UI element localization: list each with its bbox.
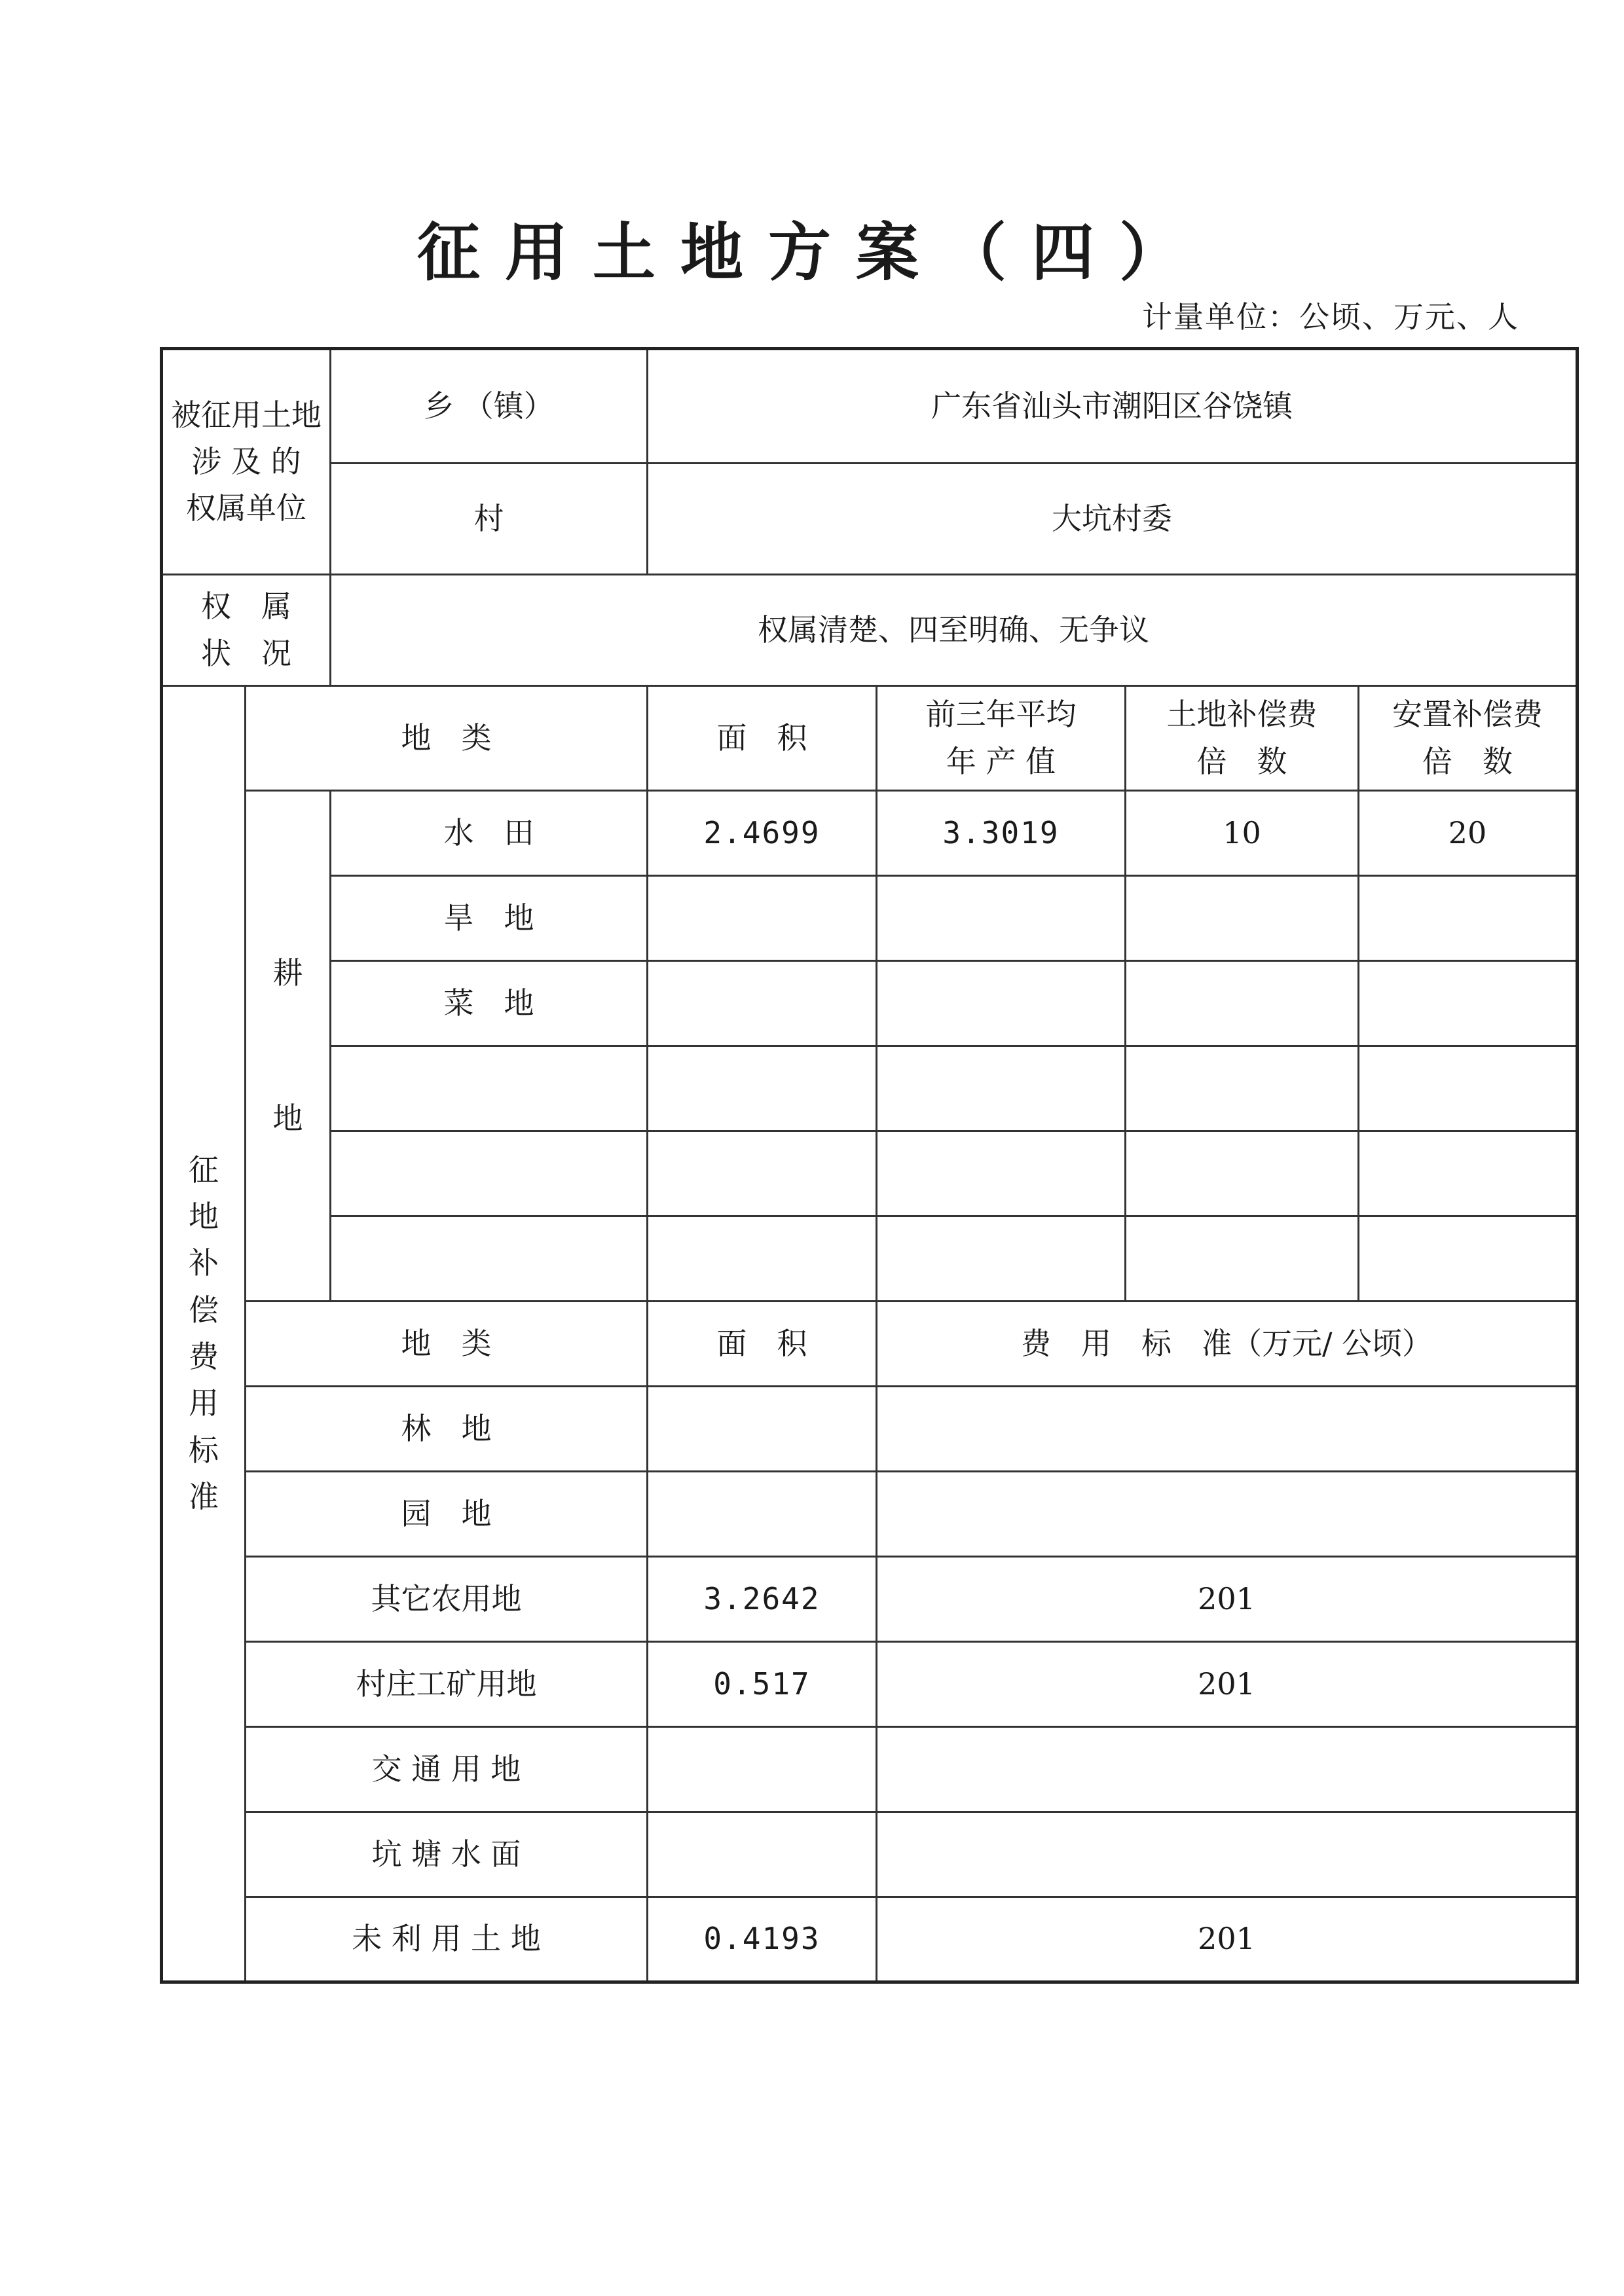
table-row xyxy=(162,1812,1578,1897)
village-label: 村 xyxy=(331,464,648,575)
side-label-char: 费 xyxy=(189,1339,219,1374)
output-cell xyxy=(877,961,1126,1046)
header-land-type: 地 类 xyxy=(246,686,648,791)
header-land-multiple xyxy=(1126,686,1359,791)
side-label-char: 准 xyxy=(189,1478,219,1514)
land-multiple-cell xyxy=(1126,961,1359,1046)
standard-cell xyxy=(877,1472,1578,1557)
village-value: 大坑村委 xyxy=(648,464,1578,575)
land-type-cell xyxy=(331,1046,648,1131)
header-line: 土地补偿费 xyxy=(1166,697,1318,733)
table-row xyxy=(162,961,1578,1046)
standard-cell: 201 xyxy=(877,1897,1578,1982)
header-line: 安置补偿费 xyxy=(1392,697,1543,733)
table-row xyxy=(162,1046,1578,1131)
table-row xyxy=(162,1131,1578,1216)
area-cell xyxy=(648,1046,877,1131)
land-multiple-cell: 10 xyxy=(1126,791,1359,876)
other-header-area: 面 积 xyxy=(648,1302,877,1387)
other-header-land-type: 地 类 xyxy=(246,1302,648,1387)
table-row xyxy=(162,876,1578,961)
area-cell xyxy=(648,961,877,1046)
resettle-multiple-cell xyxy=(1359,1216,1578,1302)
table-row xyxy=(162,1472,1578,1557)
ownership-label-cell xyxy=(162,575,331,686)
compensation-side-label xyxy=(162,686,246,1982)
output-cell xyxy=(877,1131,1126,1216)
standard-cell xyxy=(877,1727,1578,1812)
header-line: 倍 数 xyxy=(1422,743,1513,779)
output-cell xyxy=(877,876,1126,961)
side-label-char: 标 xyxy=(189,1432,219,1468)
resettle-multiple-cell xyxy=(1359,1131,1578,1216)
header-resettle-multiple xyxy=(1359,686,1578,791)
side-label-char: 地 xyxy=(189,1199,219,1235)
area-cell: 3.2642 xyxy=(648,1557,877,1642)
header-avg-output xyxy=(877,686,1126,791)
owner-label-line: 权属单位 xyxy=(186,490,306,526)
area-cell xyxy=(648,1216,877,1302)
other-header-standard: 费 用 标 准（万元/ 公顷） xyxy=(877,1302,1578,1387)
cultivated-label-char: 地 xyxy=(272,1100,303,1136)
land-multiple-cell xyxy=(1126,876,1359,961)
standard-cell: 201 xyxy=(877,1557,1578,1642)
table-row xyxy=(162,1387,1578,1472)
area-cell: 2.4699 xyxy=(648,791,877,876)
resettle-multiple-cell xyxy=(1359,961,1578,1046)
owner-label-line: 涉 及 的 xyxy=(191,443,301,479)
ownership-label-line: 状 况 xyxy=(201,635,291,671)
side-label-char: 偿 xyxy=(189,1292,219,1328)
land-type-cell: 林 地 xyxy=(246,1387,648,1472)
measurement-unit: 计量单位：公顷、万元、人 xyxy=(1142,299,1519,335)
area-cell xyxy=(648,1727,877,1812)
area-cell xyxy=(648,1131,877,1216)
area-cell xyxy=(648,1812,877,1897)
header-line: 年 产 值 xyxy=(946,743,1056,779)
area-cell xyxy=(648,876,877,961)
area-cell xyxy=(648,1472,877,1557)
land-type-cell: 旱 地 xyxy=(331,876,648,961)
land-type-cell: 菜 地 xyxy=(331,961,648,1046)
standard-cell: 201 xyxy=(877,1642,1578,1727)
area-cell xyxy=(648,1387,877,1472)
owner-label-cell xyxy=(162,349,331,575)
header-line: 前三年平均 xyxy=(925,697,1077,733)
area-cell: 0.4193 xyxy=(648,1897,877,1982)
cultivated-label-char: 耕 xyxy=(272,955,303,991)
standard-cell xyxy=(877,1387,1578,1472)
land-type-cell: 坑 塘 水 面 xyxy=(246,1812,648,1897)
table-row xyxy=(162,1727,1578,1812)
standard-cell xyxy=(877,1812,1578,1897)
header-area: 面 积 xyxy=(648,686,877,791)
document-title: 征用土地方案（四） xyxy=(417,215,1207,289)
land-type-cell xyxy=(331,1216,648,1302)
land-type-cell: 村庄工矿用地 xyxy=(246,1642,648,1727)
land-type-cell: 交 通 用 地 xyxy=(246,1727,648,1812)
header-line: 倍 数 xyxy=(1196,743,1287,779)
side-label-char: 征 xyxy=(189,1152,219,1188)
land-type-cell: 水 田 xyxy=(331,791,648,876)
town-label: 乡 （镇） xyxy=(331,349,648,464)
table-row xyxy=(162,1557,1578,1642)
side-label-char: 用 xyxy=(189,1385,219,1421)
town-value: 广东省汕头市潮阳区谷饶镇 xyxy=(648,349,1578,464)
ownership-label-line: 权 属 xyxy=(201,589,291,625)
resettle-multiple-cell xyxy=(1359,876,1578,961)
owner-label-line: 被征用土地 xyxy=(171,397,322,433)
land-multiple-cell xyxy=(1126,1046,1359,1131)
output-cell xyxy=(877,1216,1126,1302)
cultivated-label xyxy=(246,791,331,1302)
land-type-cell: 未 利 用 土 地 xyxy=(246,1897,648,1982)
resettle-multiple-cell xyxy=(1359,1046,1578,1131)
land-type-cell: 其它农用地 xyxy=(246,1557,648,1642)
area-cell: 0.517 xyxy=(648,1642,877,1727)
land-multiple-cell xyxy=(1126,1131,1359,1216)
ownership-value: 权属清楚、四至明确、无争议 xyxy=(331,575,1578,686)
table-row xyxy=(162,1897,1578,1982)
land-type-cell: 园 地 xyxy=(246,1472,648,1557)
land-multiple-cell xyxy=(1126,1216,1359,1302)
land-acquisition-table xyxy=(160,347,1579,1984)
side-label-char: 补 xyxy=(189,1245,219,1281)
table-row xyxy=(162,791,1578,876)
output-cell xyxy=(877,1046,1126,1131)
output-cell: 3.3019 xyxy=(877,791,1126,876)
resettle-multiple-cell: 20 xyxy=(1359,791,1578,876)
land-type-cell xyxy=(331,1131,648,1216)
table-row xyxy=(162,1642,1578,1727)
table-row xyxy=(162,1216,1578,1302)
